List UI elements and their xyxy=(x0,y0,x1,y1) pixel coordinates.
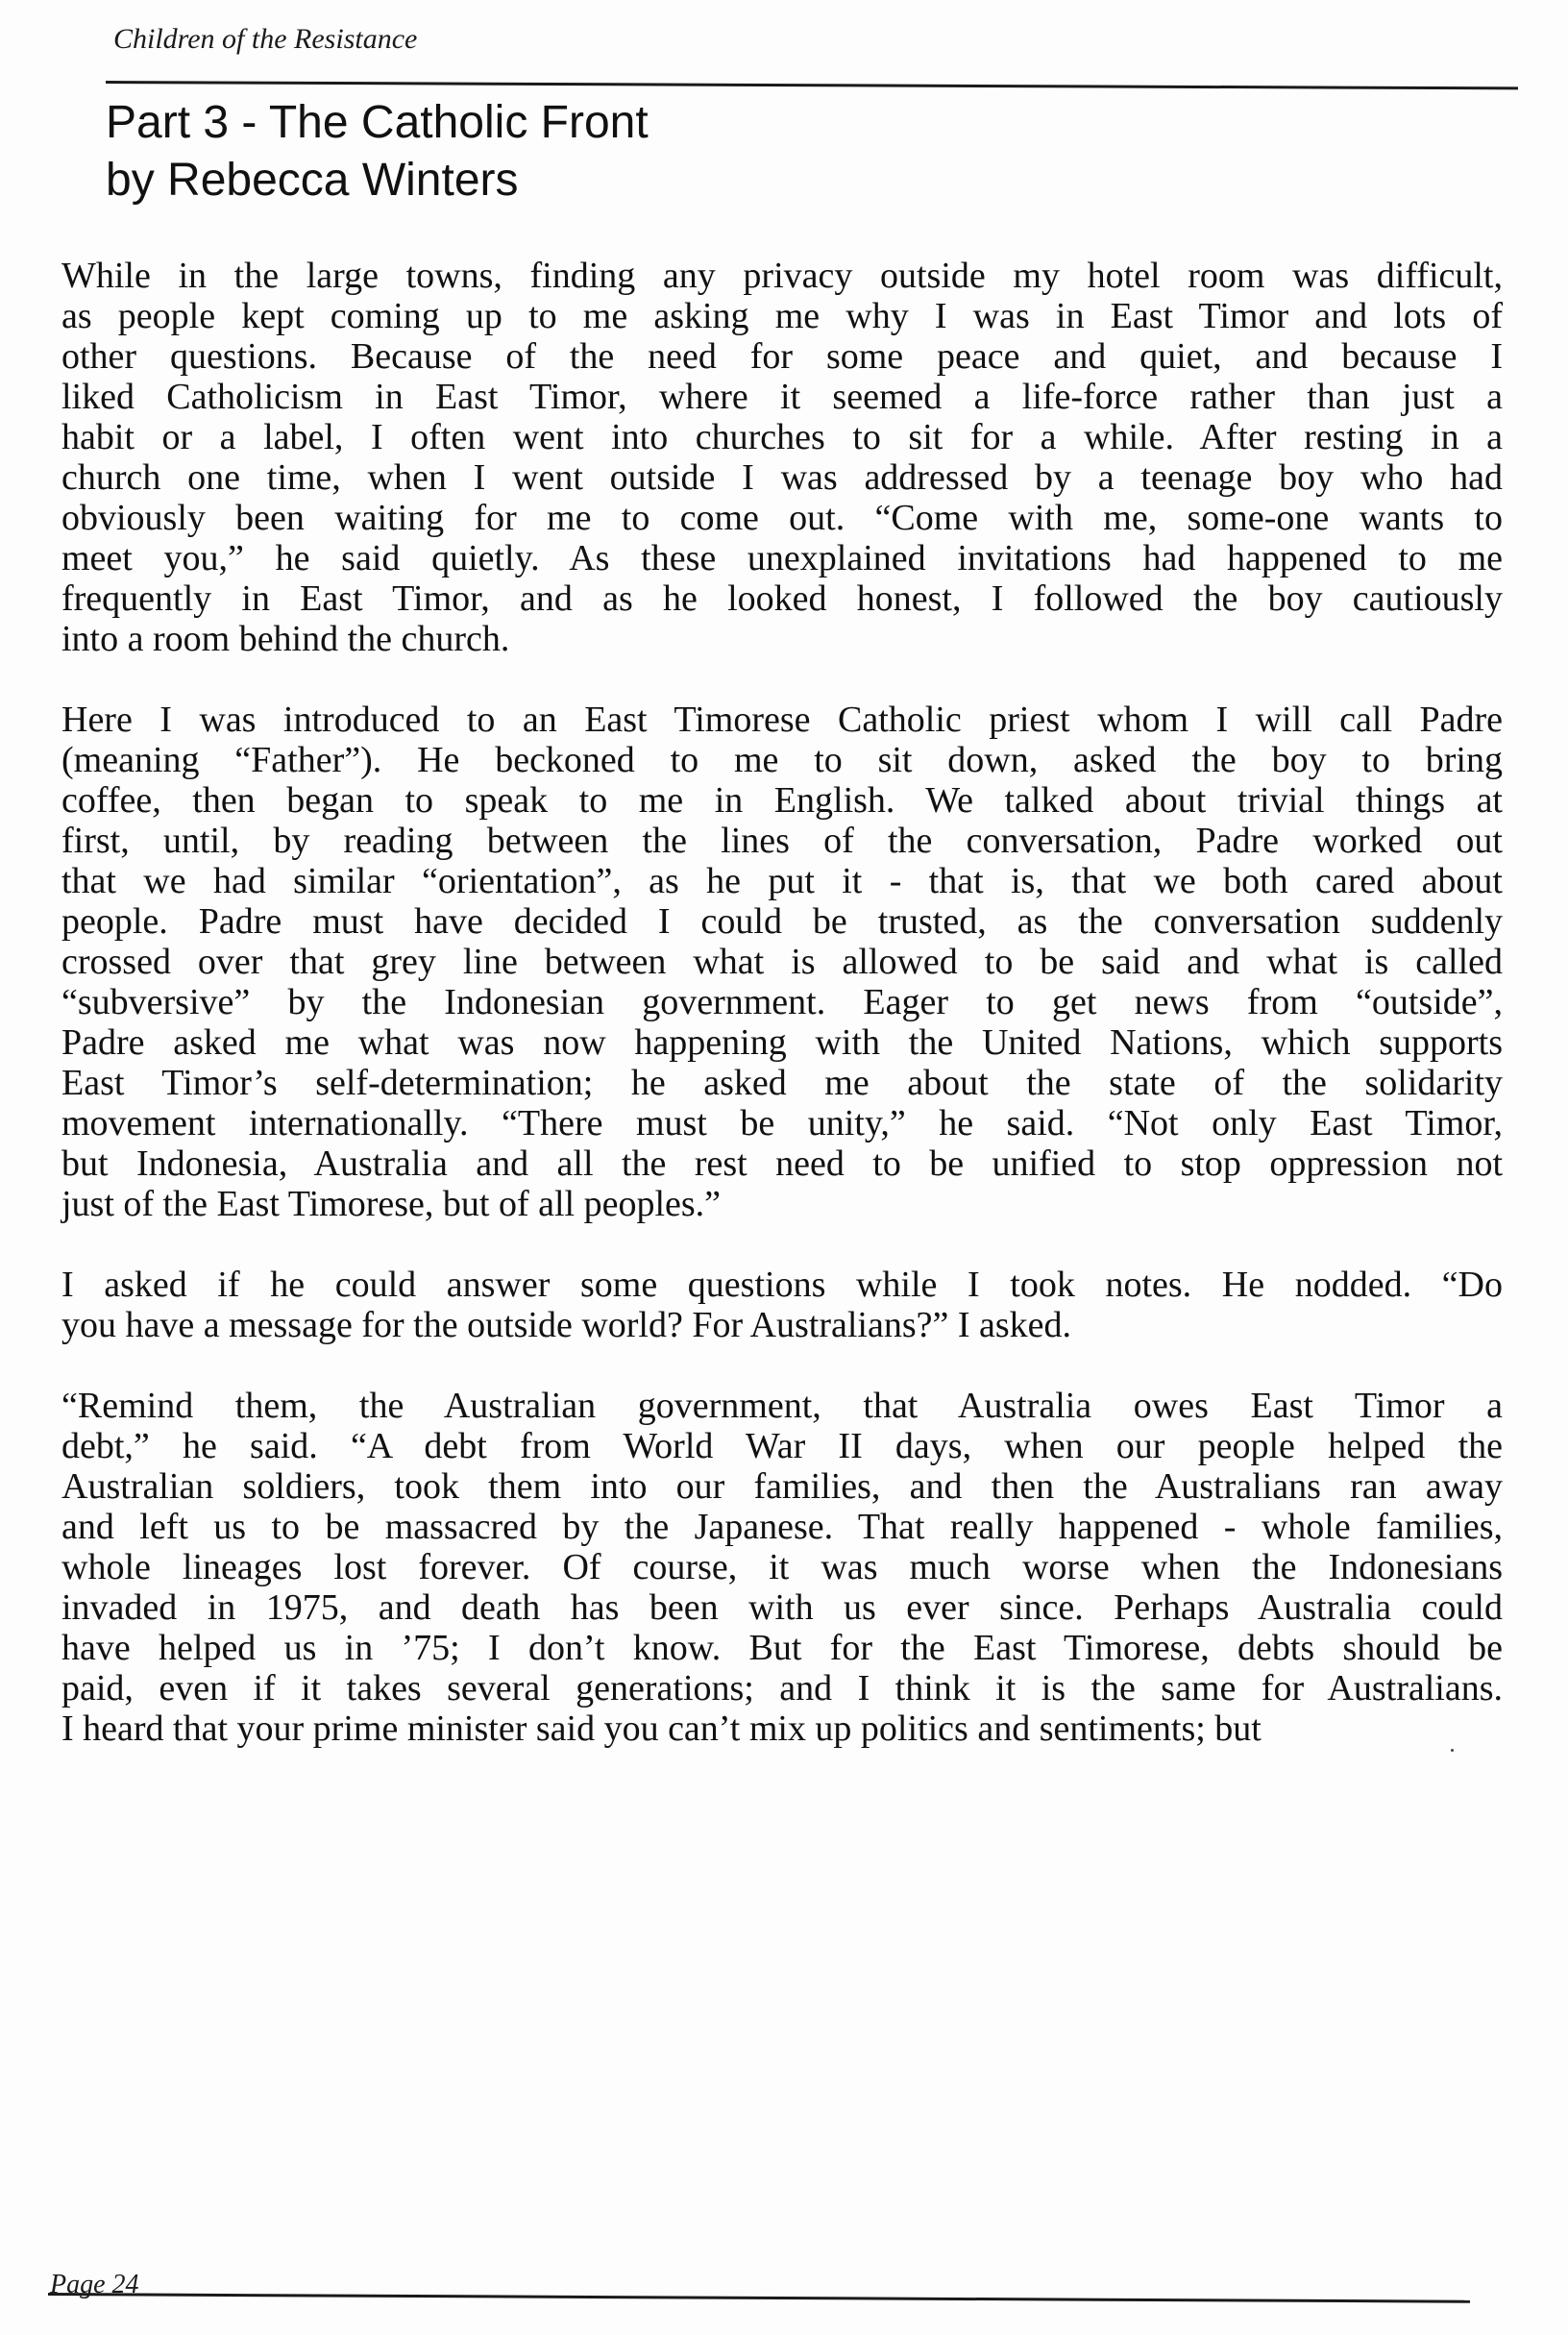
paragraph-line: that we had similar “orientation”, as he put it - that is, that we both cared about xyxy=(61,861,1503,901)
paragraph-line: “Remind them, the Australian government, that Australia owes East Timor a xyxy=(61,1386,1503,1426)
paragraph-line: I heard that your prime minister said you can’t mix up politics and sentiments; but xyxy=(61,1708,1262,1749)
paragraph-line: Here I was introduced to an East Timorese Catholic priest whom I will call Padre xyxy=(61,700,1503,740)
paragraph-line: you have a message for the outside world? For Australians?” I asked. xyxy=(61,1305,1072,1345)
paragraph-line: While in the large towns, finding any privacy outside my hotel room was difficult, xyxy=(61,256,1503,296)
paragraph xyxy=(61,1386,1503,1749)
paragraph-line: Australian soldiers, took them into our families, and then the Australians ran away xyxy=(61,1466,1503,1507)
paragraph-line: other questions. Because of the need for some peace and quiet, and because I xyxy=(61,336,1503,377)
paragraph-line: have helped us in ’75; I don’t know. But for the East Timorese, debts should be xyxy=(61,1628,1503,1668)
paragraph-line: church one time, when I went outside I was addressed by a teenage boy who had xyxy=(61,457,1503,498)
paragraph-line: Padre asked me what was now happening with the United Nations, which supports xyxy=(61,1022,1503,1063)
paragraph-line: paid, even if it takes several generations; and I think it is the same for Australians. xyxy=(61,1668,1503,1708)
paragraph-line: and left us to be massacred by the Japanese. That really happened - whole families, xyxy=(61,1507,1503,1547)
paragraph-line: I asked if he could answer some questions while I took notes. He nodded. “Do xyxy=(61,1265,1503,1305)
paragraph-line: coffee, then began to speak to me in English. We talked about trivial things at xyxy=(61,780,1503,821)
paragraph-line: obviously been waiting for me to come out. “Come with me, some-one wants to xyxy=(61,498,1503,538)
header-divider xyxy=(106,81,1518,89)
paragraph-line: whole lineages lost forever. Of course, it was much worse when the Indonesians xyxy=(61,1547,1503,1587)
paragraph-line: (meaning “Father”). He beckoned to me to sit down, asked the boy to bring xyxy=(61,740,1503,780)
paragraph-line: “subversive” by the Indonesian government. Eager to get news from “outside”, xyxy=(61,982,1503,1022)
paragraph-line: first, until, by reading between the lines of the conversation, Padre worked out xyxy=(61,821,1503,861)
paragraph xyxy=(61,700,1503,1224)
article-body xyxy=(61,256,1503,1789)
paragraph-line: East Timor’s self-determination; he asked me about the state of the solidarity xyxy=(61,1063,1503,1103)
paragraph xyxy=(61,1265,1503,1345)
article-title: Part 3 - The Catholic Front xyxy=(106,97,649,148)
paragraph-line: movement internationally. “There must be unity,” he said. “Not only East Timor, xyxy=(61,1103,1503,1143)
paragraph-line: but Indonesia, Australia and all the rest need to be unified to stop oppression not xyxy=(61,1143,1503,1184)
paragraph-line: crossed over that grey line between what is allowed to be said and what is called xyxy=(61,942,1503,982)
paragraph-line: debt,” he said. “A debt from World War II days, when our people helped the xyxy=(61,1426,1503,1466)
paragraph-line: into a room behind the church. xyxy=(61,619,510,659)
paragraph-line: frequently in East Timor, and as he looked honest, I followed the boy cautiously xyxy=(61,578,1503,619)
paragraph xyxy=(61,256,1503,659)
paragraph-line: habit or a label, I often went into churches to sit for a while. After resting in a xyxy=(61,417,1503,457)
paragraph-line: liked Catholicism in East Timor, where it seemed a life-force rather than just a xyxy=(61,377,1503,417)
paragraph-line: as people kept coming up to me asking me why I was in East Timor and lots of xyxy=(61,296,1503,336)
paragraph-line: invaded in 1975, and death has been with us ever since. Perhaps Australia could xyxy=(61,1587,1503,1628)
paragraph-line: meet you,” he said quietly. As these unexplained invitations had happened to me xyxy=(61,538,1503,578)
article-title-block xyxy=(106,94,649,209)
footer-divider xyxy=(48,2293,1470,2303)
paragraph-line: people. Padre must have decided I could be trusted, as the conversation suddenly xyxy=(61,901,1503,942)
article-byline: by Rebecca Winters xyxy=(106,155,519,206)
page-number: Page 24 xyxy=(50,2270,139,2299)
scan-speck xyxy=(1451,1749,1454,1752)
paragraph-line: just of the East Timorese, but of all peoples.” xyxy=(61,1184,722,1224)
running-header: Children of the Resistance xyxy=(113,23,418,55)
